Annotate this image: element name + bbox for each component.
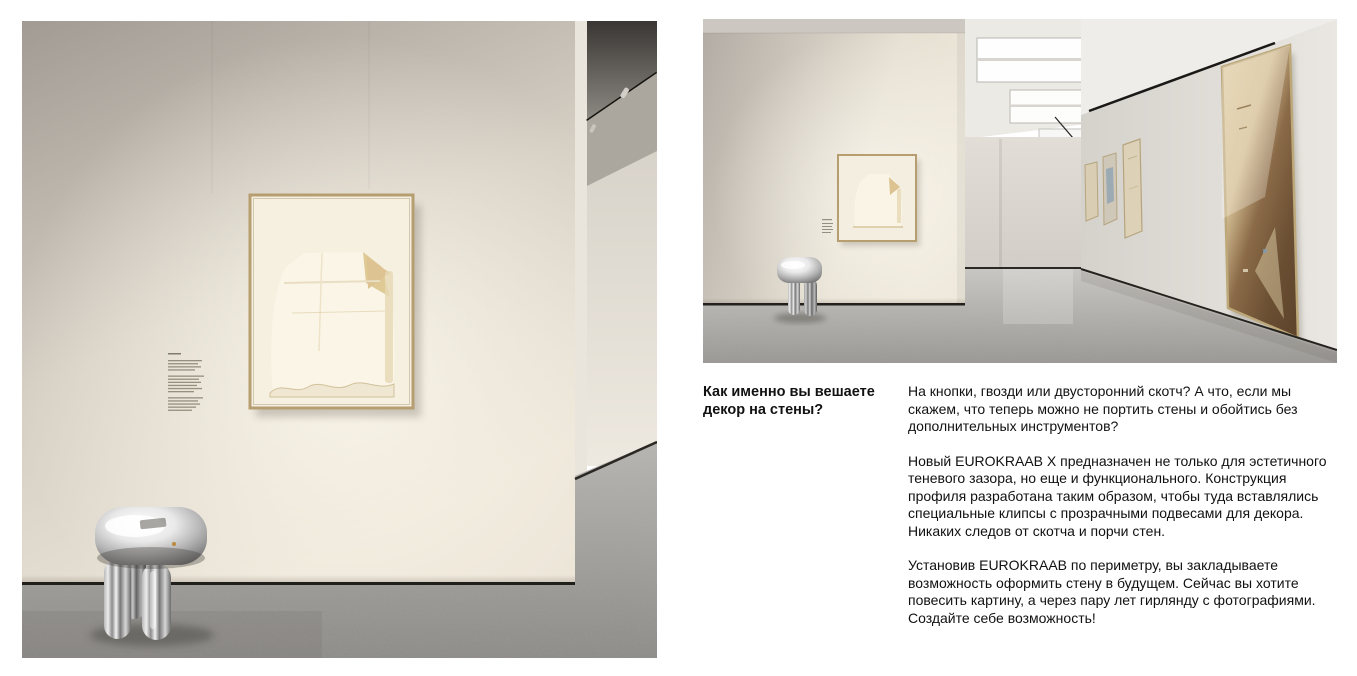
answer-text bbox=[908, 383, 1332, 627]
answer-paragraph: На кнопки, гвозди или двусторонний скотч? А что, если мы скажем, что теперь можно не портить стены и обойтись без дополнительных инструментов? bbox=[908, 383, 1298, 434]
painting-draped-cloth-small bbox=[838, 155, 920, 246]
gallery-room-scene bbox=[22, 21, 657, 658]
answer-paragraph: Установив EUROKRAAB по периметру, вы закладываете возможность оформить стену в будущем. Сейчас вы хотите повесить картину, а через пару лет гирлянду с фотографиями. Создайте себе возможность! bbox=[908, 557, 1316, 626]
gallery-image-left bbox=[22, 21, 657, 658]
main-wall bbox=[703, 33, 965, 305]
side-wall bbox=[575, 21, 657, 481]
question-heading: Как именно вы вешаете декор на стены? bbox=[703, 384, 875, 418]
shadow-gap-profile bbox=[965, 267, 1081, 269]
shadow-gap-profile bbox=[703, 303, 965, 306]
painting-canvas bbox=[254, 199, 409, 404]
painting-draped-cloth bbox=[250, 195, 421, 417]
painting-abstract-brown bbox=[1222, 45, 1302, 343]
answer-paragraph: Новый EUROKRAAB X предназначен не только для эстетичного теневого зазора, но еще и функционального. Конструкция профиля разработана таким образом, чтобы туда вставлялись специальные клипсы с прозрачными подвесами для декора. Никаких следов от скотча и порчи стен. bbox=[908, 452, 1327, 539]
qa-section bbox=[703, 383, 1337, 627]
gallery-corridor-scene bbox=[703, 19, 1337, 363]
gallery-image-right bbox=[703, 19, 1337, 363]
corridor-back-wall bbox=[965, 137, 1081, 269]
